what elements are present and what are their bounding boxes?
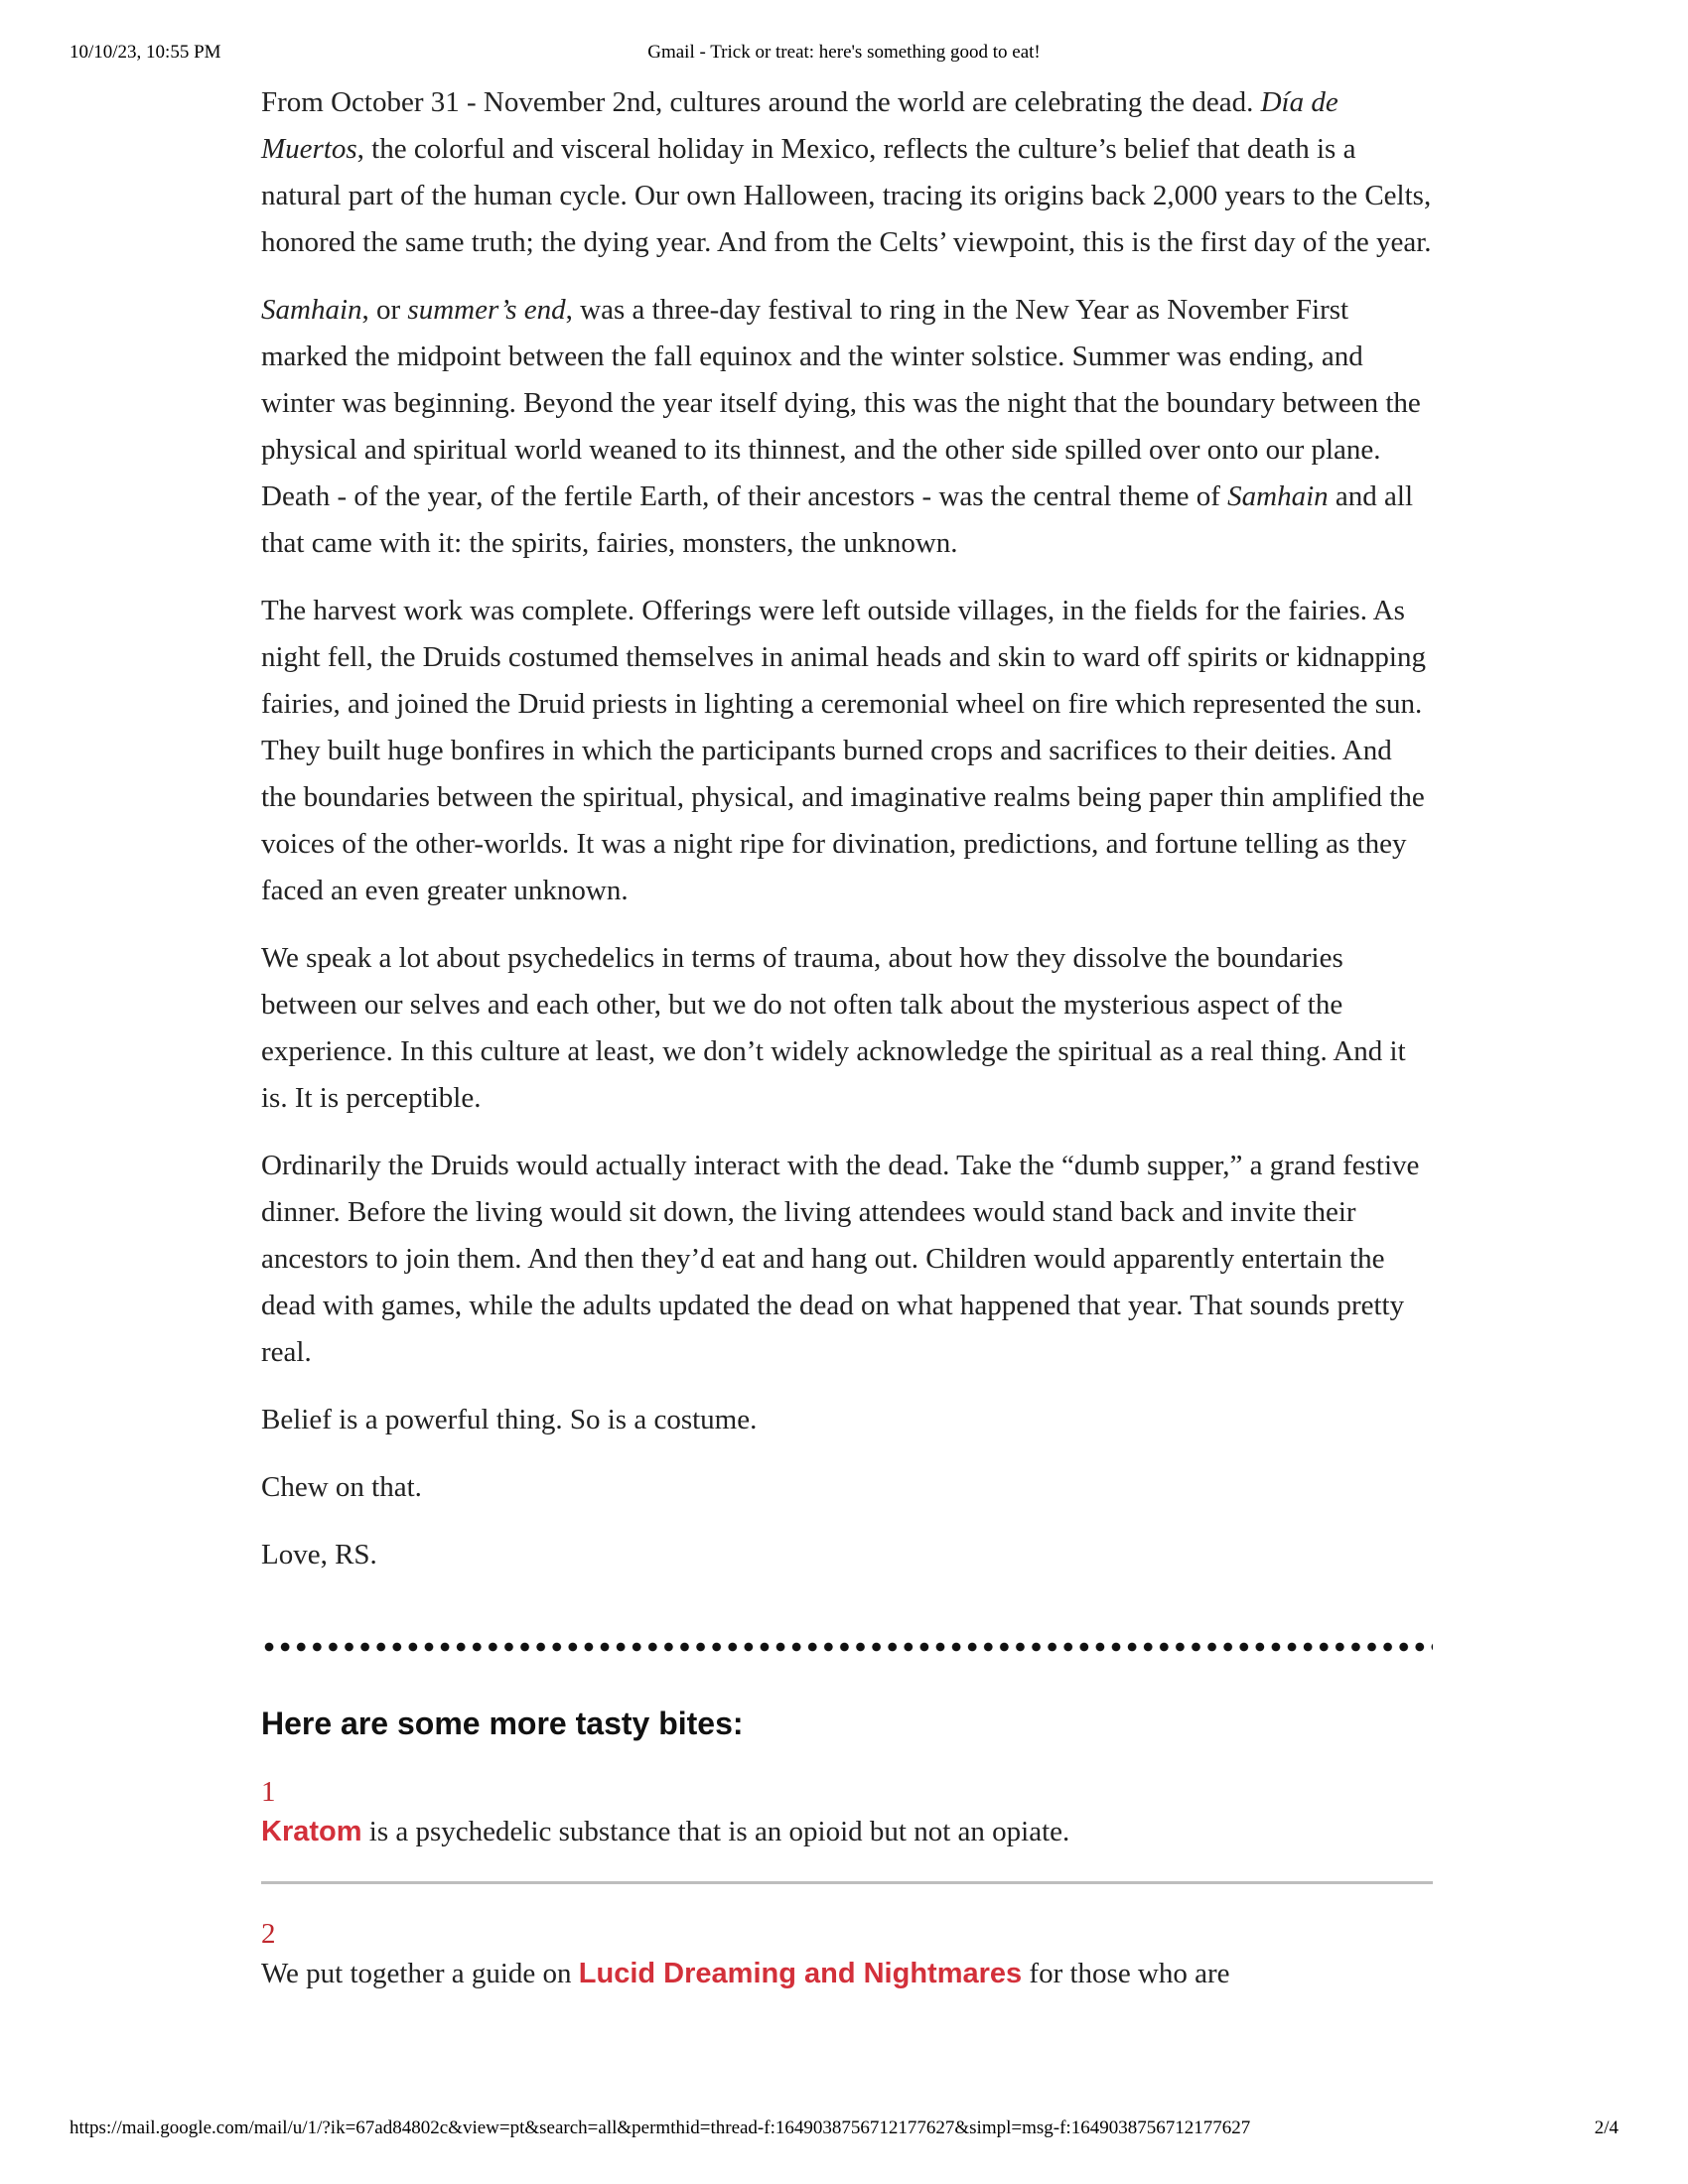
bite-number: 1 xyxy=(261,1776,276,1808)
paragraph-psychedelics: We speak a lot about psychedelics in terms of trauma, about how they dissolve the boundaries between our selves and each other, but we do not often talk about the mysterious aspect of the experience. In this culture at least, we don’t widely acknowledge the spiritual as a real thing. And it is. It is perceptible. xyxy=(261,942,1406,1114)
paragraph-belief: Belief is a powerful thing. So is a costume. xyxy=(261,1404,758,1435)
email-body xyxy=(261,79,1433,1993)
print-date: 10/10/23, 10:55 PM xyxy=(70,42,221,63)
print-title: Gmail - Trick or treat: here's something good to eat! xyxy=(647,42,1041,63)
paragraph-text: , was a three-day festival to ring in the New Year as November First marked the midpoint between the fall equinox and the winter solstice. Summer was ending, and winter was beginning. Beyond the year itself dying, this was the night that the boundary between the physical and spiritual world weaned to its thinnest, and the other side spilled over onto our plane. Death - of the year, of the fertile Earth, of their ancestors - was the central theme of xyxy=(261,294,1421,512)
bites-heading: Here are some more tasty bites: xyxy=(261,1706,744,1741)
print-url: https://mail.google.com/mail/u/1/?ik=67ad84802c&view=pt&search=all&permthid=thread-f:1649038756712177627&simpl=msg-f:1649038756712177627 xyxy=(70,2117,1251,2138)
emphasis-text: Día de Muertos xyxy=(261,86,1338,165)
bite-description: is a psychedelic substance that is an opioid but not an opiate. xyxy=(361,1816,1070,1847)
bite-text xyxy=(261,1954,1433,1993)
bite-number: 2 xyxy=(261,1918,276,1950)
paragraph-text: From October 31 - November 2nd, cultures around the world are celebrating the dead. xyxy=(261,86,1261,118)
bite-text xyxy=(261,1812,1433,1851)
dotted-divider xyxy=(261,1640,1433,1654)
bite-description: for those who are xyxy=(1022,1958,1230,1989)
page-number: 2/4 xyxy=(1594,2117,1618,2138)
emphasis-text: Samhain xyxy=(1227,480,1329,512)
lucid-dreaming-link[interactable]: Lucid Dreaming and Nightmares xyxy=(578,1958,1023,1989)
signature: Love, RS. xyxy=(261,1539,377,1570)
kratom-link[interactable]: Kratom xyxy=(261,1816,362,1847)
paragraph-harvest: The harvest work was complete. Offerings were left outside villages, in the fields for the fairies. As night fell, the Druids costumed themselves in animal heads and skin to ward off spirits or kidnapping fairies, and joined the Druid priests in lighting a ceremonial wheel on fire which represented the sun. They built huge bonfires in which the participants burned crops and sacrifices to their deities. And the boundaries between the spiritual, physical, and imaginative realms being paper thin amplified the voices of the other-worlds. It was a night ripe for divination, predictions, and fortune telling as they faced an even greater unknown. xyxy=(261,595,1426,906)
paragraph-samhain xyxy=(261,287,1433,567)
print-header xyxy=(0,42,1688,71)
bite-item-1 xyxy=(261,1772,1433,1851)
bite-divider xyxy=(261,1881,1433,1884)
paragraph-chew: Chew on that. xyxy=(261,1471,422,1503)
paragraph-text: and all that came with it: the spirits, fairies, monsters, the unknown. xyxy=(261,480,1413,559)
paragraph-text: , the colorful and visceral holiday in Mexico, reflects the culture’s belief that death is a natural part of the human cycle. Our own Halloween, tracing its origins back 2,000 years to the Celts, honored the same truth; the dying year. And from the Celts’ viewpoint, this is the first day of the year. xyxy=(261,133,1432,258)
emphasis-text: summer’s end xyxy=(407,294,566,326)
paragraph-dumb-supper: Ordinarily the Druids would actually interact with the dead. Take the “dumb supper,” a grand festive dinner. Before the living would sit down, the living attendees would stand back and invite their ancestors to join them. And then they’d eat and hang out. Children would apparently entertain the dead with games, while the adults updated the dead on what happened that year. That sounds pretty real. xyxy=(261,1150,1420,1368)
paragraph-dia-de-muertos xyxy=(261,79,1433,266)
bite-description: We put together a guide on xyxy=(261,1958,579,1989)
bite-item-2 xyxy=(261,1914,1433,1993)
paragraph-text: , or xyxy=(361,294,408,326)
emphasis-text: Samhain xyxy=(261,294,362,326)
